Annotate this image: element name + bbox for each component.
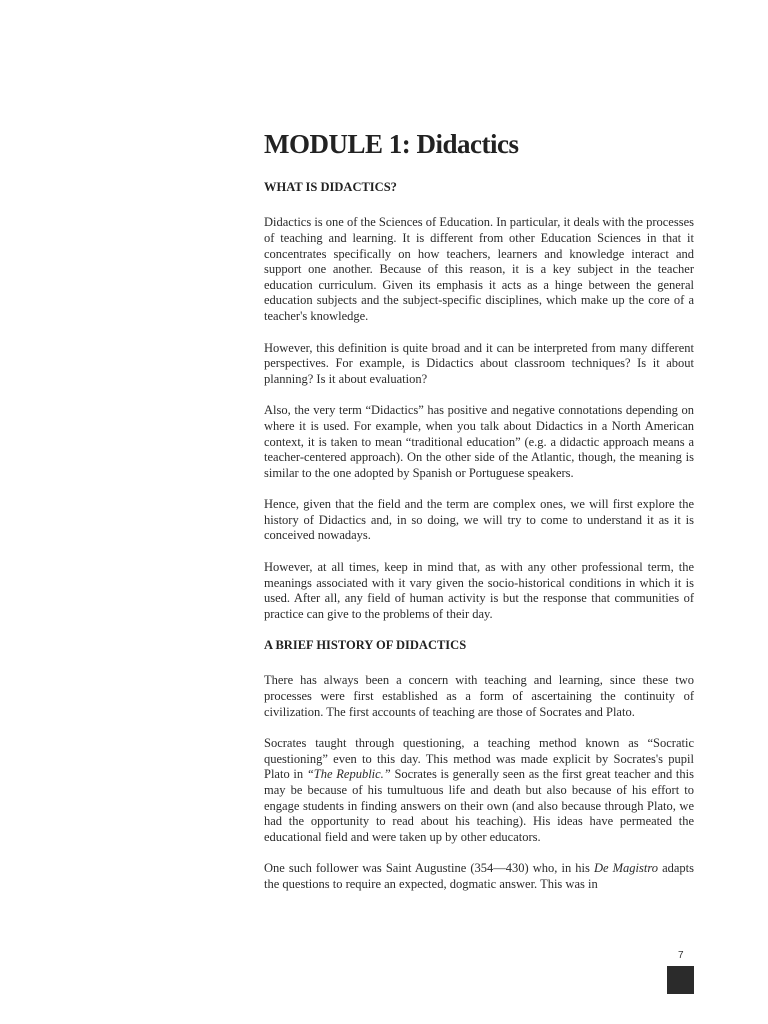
paragraph-text: One such follower was Saint Augustine (354—430) who, in his (264, 861, 594, 876)
paragraph: Also, the very term “Didactics” has positive and negative connotations depending on where it is used. For example, when you talk about Didactics in a North American context, it is taken to mean “traditional education” (e.g. a didactic approach means a teacher-centered approach). On the other side of the Atlantic, though, the meaning is similar to the one adopted by Spanish or Portuguese speakers. (264, 403, 694, 480)
page-corner-tab (667, 966, 694, 994)
paragraph: Didactics is one of the Sciences of Education. In particular, it deals with the processes of teaching and learning. It is different from other Education Sciences in that it concentrates specifically on how teachers, learners and knowledge interact and support one another. Because of this reason, it is a key subject in the teacher education curriculum. Given its emphasis it acts as a hinge between the general education subjects and the subject-specific disciplines, which make up the core of a teacher's knowledge. (264, 215, 694, 323)
paragraph: There has always been a concern with teaching and learning, since these two processes were first established as a form of ascertaining the continuity of civilization. The first accounts of teaching are those of Socrates and Plato. (264, 673, 694, 719)
book-title-republic: “The Republic.” (306, 767, 391, 782)
section-heading-brief-history: A BRIEF HISTORY OF DIDACTICS (264, 638, 467, 653)
paragraph: However, at all times, keep in mind that, as with any other professional term, the meanings associated with it vary given the socio-historical conditions in which it is used. After all, any field of human activity is but the response that communities of practice can give to the problems of their day. (264, 560, 694, 621)
paragraph: However, this definition is quite broad and it can be interpreted from many different perspectives. For example, is Didactics about classroom techniques? Is it about planning? Is it about evaluation? (264, 340, 694, 386)
paragraph-text: Socrates taught through questioning, a teaching method known as “Socratic questioning” even to this day. This method was made explicit by Socrates's pupil Plato in (264, 736, 694, 782)
book-title-de-magistro: De Magistro (593, 861, 658, 876)
paragraph: Hence, given that the field and the term are complex ones, we will first explore the history of Didactics and, in so doing, we will try to come to understand it as it is conceived nowadays. (264, 497, 694, 543)
page-number: 7 (678, 950, 684, 961)
section-heading-what-is-didactics: WHAT IS DIDACTICS? (264, 180, 397, 195)
document-page (264, 128, 694, 909)
paragraph-text: adapts the questions to require an expected, dogmatic answer. This was in (264, 861, 695, 891)
paragraph-text: Socrates is generally seen as the first great teacher and this may be because of his tumultuous life and death but also because of his effort to engage students in finding answers on their own (and also because through Plato, we had the opportunity to read about his teaching). His ideas have permeated the educational field and were taken up by other educators. (264, 767, 694, 844)
paragraph (264, 861, 694, 892)
paragraph (264, 736, 694, 845)
page-title: MODULE 1: Didactics (264, 129, 519, 159)
